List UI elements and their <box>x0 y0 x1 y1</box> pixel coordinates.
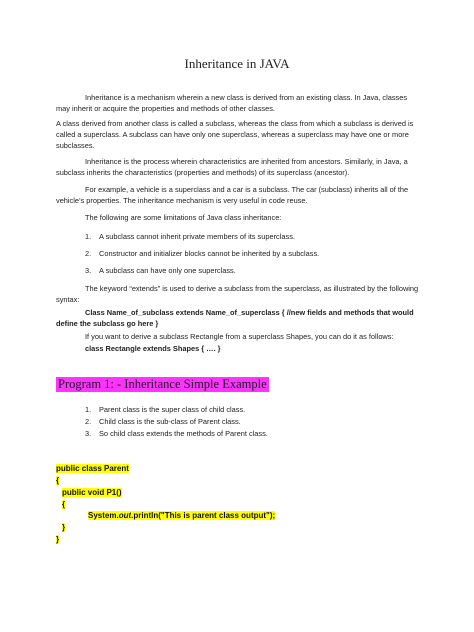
list-number: 1. <box>85 232 92 241</box>
code-line <box>62 487 122 499</box>
list-number: 2. <box>85 417 92 426</box>
rectangle-example: class Rectangle extends Shapes { …. } <box>85 344 221 353</box>
program-point <box>85 416 241 427</box>
paragraph-definition: Inheritance is a mechanism wherein a new class is derived from an existing class. In Java, classes may inherit or acquire the properties and methods of other classes. <box>56 93 408 113</box>
program-point <box>85 404 245 415</box>
limitation-item <box>85 248 319 259</box>
limitation-item <box>85 231 295 242</box>
page-title: Inheritance in JAVA <box>184 56 290 71</box>
code-text: public void P1() <box>62 488 122 497</box>
paragraph-example: For example, a vehicle is a superclass and a car is a subclass. The car (subclass) inherits all of the vehicle’s properties. The inheritance mechanism is very useful in code reuse. <box>56 185 409 205</box>
code-text-suffix: .println("This is parent class output"); <box>131 511 276 520</box>
code-text: } <box>56 535 60 544</box>
list-text: A subclass can have only one superclass. <box>99 266 236 275</box>
paragraph-subclass: A class derived from another class is called a subclass, whereas the class from which a subclass is derived is called a superclass. A subclass can have only one superclass, whereas a superclass may have one or more subclasses. <box>56 119 414 150</box>
code-line <box>62 499 65 511</box>
code-text-prefix: System. <box>88 511 119 520</box>
paragraph-rectangle: If you want to derive a subclass Rectangle from a superclass Shapes, you can do it as follows: <box>85 332 394 341</box>
code-text: { <box>56 476 60 485</box>
list-number: 3. <box>85 429 92 438</box>
code-line <box>88 510 275 522</box>
limitation-item <box>85 265 236 276</box>
syntax-example: Class Name_of_subclass extends Name_of_superclass { //new fields and methods that would define the subclass go here } <box>56 308 414 328</box>
list-text: Parent class is the super class of child class. <box>99 405 246 414</box>
code-text-out: out <box>118 511 132 520</box>
paragraph-extends: The keyword “extends” is used to derive a subclass from the superclass, as illustrated by the following syntax: <box>56 284 419 304</box>
code-line <box>56 475 59 487</box>
list-text: Child class is the sub-class of Parent class. <box>99 417 241 426</box>
list-number: 3. <box>85 266 92 275</box>
paragraph-characteristics: Inheritance is the process wherein characteristics are inherited from ancestors. Similarly, in Java, a subclass inherits the characteristics (properties and methods) of its superclass (ancestor). <box>56 157 408 177</box>
list-number: 2. <box>85 249 92 258</box>
code-text: { <box>62 500 66 509</box>
list-text: Constructor and initializer blocks cannot be inherited by a subclass. <box>99 249 320 258</box>
program-point <box>85 428 268 439</box>
code-line <box>62 522 65 534</box>
paragraph-limitations-intro: The following are some limitations of Java class inheritance: <box>85 213 282 222</box>
list-text: So child class extends the methods of Parent class. <box>99 429 268 438</box>
list-number: 1. <box>85 405 92 414</box>
program-heading: Program 1: - Inheritance Simple Example <box>58 377 267 391</box>
code-line <box>56 534 59 546</box>
code-text: } <box>62 523 66 532</box>
list-text: A subclass cannot inherit private members of its superclass. <box>99 232 295 241</box>
code-line <box>56 463 129 475</box>
code-text: public class Parent <box>56 464 129 473</box>
